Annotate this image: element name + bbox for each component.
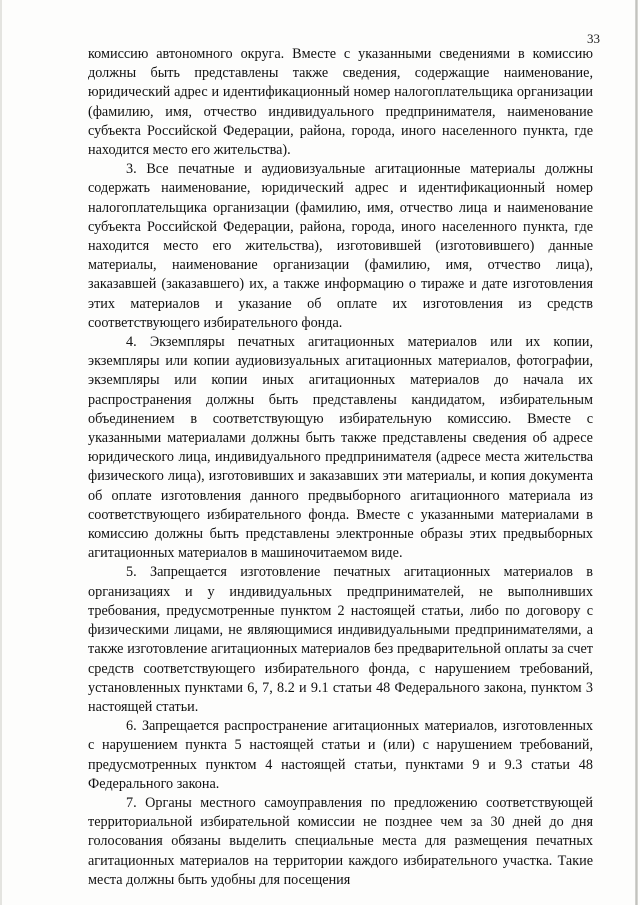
scan-edge-left [0,0,2,905]
paragraph-item-5: 5. Запрещается изготовление печатных агитационных материалов в организациях и у индивидуальных предпринимателей, не выполнивших требования, предусмотренные пунктом 2 настоящей статьи, либо по договору с физическими лицами, не являющимися индивидуальными предпринимателями, а также изготовление агитационных материалов без предварительной оплаты за счет средств соответствующего избирательного фонда, с нарушением требований, установленных пунктами 6, 7, 8.2 и 9.1 статьи 48 Федерального закона, пунктом 3 настоящей статьи. [88,564,593,715]
paragraph-continuation: комиссию автономного округа. Вместе с указанными сведениями в комиссию должны быть представлены также сведения, содержащие наименование, юридический адрес и идентификационный номер налогоплательщика организации (фамилию, имя, отчество индивидуального предпринимателя, наименование субъекта Российской Федерации, района, города, иного населенного пункта, где находится место его жительства). [88,46,593,159]
paragraph-item-3: 3. Все печатные и аудиовизуальные агитационные материалы должны содержать наименование, юридический адрес и идентификационный номер налогоплательщика организации (фамилию, имя, отчество лица и наименование субъекта Российской Федерации, района, города, иного населенного пункта, где находится место его жительства), изготовившей (изготовившего) данные материалы, наименование организации (фамилию, имя, отчество лица), заказавшей (заказавшего) их, а также информацию о тираже и дате изготовления этих материалов и указание об оплате их изготовления из средств соответствующего избирательного фонда. [88,161,593,331]
document-body [88,45,593,890]
paragraph-item-4: 4. Экземпляры печатных агитационных материалов или их копии, экземпляры или копии аудиовизуальных агитационных материалов, фотографии, экземпляры или копии иных агитационных материалов до начала их распространения должны быть представлены кандидатом, избирательным объединением в соответствующую избирательную комиссию. Вместе с указанными материалами должны быть также представлены сведения об адресе юридического лица, индивидуального предпринимателя (адресе места жительства физического лица), изготовивших и заказавших эти материалы, и копия документа об оплате изготовления данного предвыборного агитационного материала из соответствующего избирательного фонда. Вместе с указанными материалами в комиссию должны быть представлены электронные образы этих предвыборных агитационных материалов в машиночитаемом виде. [88,334,593,562]
paragraph-item-7: 7. Органы местного самоуправления по предложению соответствующей территориальной избирательной комиссии не позднее чем за 30 дней до дня голосования обязаны выделить специальные места для размещения печатных агитационных материалов на территории каждого избирательного участка. Такие места должны быть удобны для посещения [88,794,593,888]
paragraph-item-6: 6. Запрещается распространение агитационных материалов, изготовленных с нарушением пункта 5 настоящей статьи и (или) с нарушением требований, предусмотренных пунктом 4 настоящей статьи, пунктами 9 и 9.3 статьи 48 Федерального закона. [88,718,593,792]
scan-edge-right [635,0,638,905]
page-number: 33 [587,31,600,46]
